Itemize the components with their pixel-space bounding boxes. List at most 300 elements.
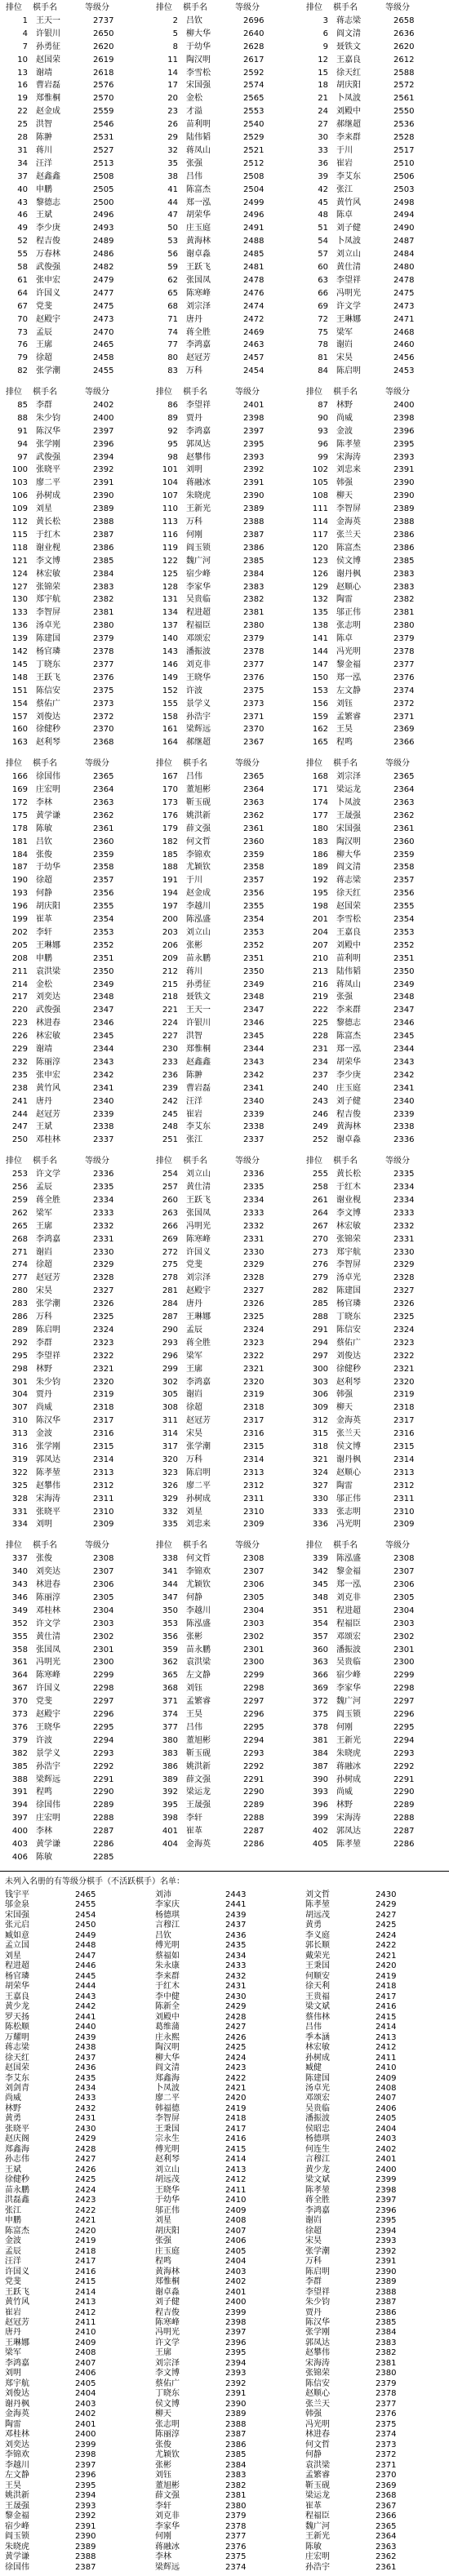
player-name-cell: 刘俊达	[5, 2389, 29, 2399]
rank-cell: 370	[11, 1697, 28, 1707]
unranked-entry	[300, 2084, 449, 2094]
table-row	[300, 1618, 449, 1631]
player-name-cell: 陈泓盛	[336, 1554, 361, 1564]
player-name-cell: 徐健秒	[5, 2175, 29, 2185]
unranked-entry	[300, 2257, 449, 2267]
table-row	[300, 1631, 449, 1644]
rating-cell: 2475	[393, 288, 415, 298]
table-row	[150, 784, 299, 797]
unranked-entry	[300, 1982, 449, 1992]
rating-cell: 2384	[225, 2460, 247, 2470]
player-name-cell: 庄宏明	[36, 785, 60, 795]
table-row	[300, 874, 449, 887]
rank-cell: 217	[11, 993, 28, 1002]
rating-cell: 2378	[225, 2521, 247, 2531]
ranking-column-group	[150, 2, 299, 378]
rating-cell: 2405	[75, 2378, 96, 2388]
player-name-cell: 张江	[186, 1135, 202, 1145]
rank-cell: 166	[11, 772, 28, 782]
player-name-cell: 王晓华	[186, 673, 211, 682]
rating-cell: 2372	[393, 699, 415, 708]
rank-header: 排位	[156, 1157, 172, 1166]
rank-cell: 140	[162, 634, 178, 644]
table-row	[300, 529, 449, 542]
player-name-cell: 武俊强	[36, 452, 60, 462]
player-name-cell: 汤卓光	[305, 2083, 330, 2093]
table-row	[300, 568, 449, 581]
rank-cell: 78	[318, 340, 328, 350]
player-name-cell: 陈丽淳	[36, 1592, 60, 1602]
player-name-cell: 傅光明	[155, 1941, 180, 1951]
rating-cell: 2431	[75, 2114, 96, 2124]
player-name-cell: 冯明光	[336, 288, 361, 298]
player-name-cell: 张学潮	[36, 1299, 60, 1309]
rating-cell: 2394	[225, 2358, 247, 2368]
rating-cell: 2375	[93, 686, 114, 695]
rating-cell: 2293	[393, 1748, 415, 1758]
player-name-cell: 李越川	[186, 1606, 211, 1615]
player-name-cell: 徐超	[305, 2226, 322, 2236]
table-row	[0, 1181, 149, 1194]
player-name-cell: 尤颖钦	[186, 863, 211, 873]
player-name-cell: 王嘉良	[336, 55, 361, 64]
player-name-cell: 李群	[36, 1338, 52, 1348]
rating-cell: 2291	[93, 1774, 114, 1784]
rating-cell: 2482	[93, 263, 114, 272]
unranked-entry	[0, 1961, 149, 1971]
rating-cell: 2294	[93, 1735, 114, 1745]
unranked-entry	[300, 2532, 449, 2542]
player-name-cell: 张锦荣	[336, 1234, 361, 1244]
player-name-cell: 尚威	[5, 2094, 21, 2103]
unranked-entry	[0, 1941, 149, 1951]
unranked-entry	[150, 2430, 299, 2440]
rating-cell: 2353	[393, 927, 415, 937]
player-name-cell: 王琳娜	[36, 940, 60, 950]
unranked-entry	[150, 1992, 299, 2002]
player-name-cell: 李锦欢	[5, 2450, 29, 2460]
table-row	[150, 1761, 299, 1774]
player-name-cell: 何顺安	[305, 1971, 330, 1981]
rank-cell: 183	[312, 837, 328, 846]
rating-cell: 2396	[225, 2338, 247, 2347]
unranked-entry	[300, 2328, 449, 2338]
player-name-cell: 侯昭忠	[305, 2124, 330, 2134]
rank-cell: 227	[162, 1032, 178, 1042]
player-name-cell: 李望祥	[305, 2287, 330, 2297]
table-row	[150, 67, 299, 80]
rating-cell: 2366	[393, 738, 415, 748]
unranked-entry	[150, 2400, 299, 2409]
rating-cell: 2417	[376, 1992, 397, 2001]
rank-cell: 404	[162, 1840, 178, 1850]
rating-cell: 2382	[243, 595, 265, 605]
unranked-entry	[0, 2196, 149, 2205]
unranked-entry	[0, 2013, 149, 2023]
name-header: 棋手名	[183, 1541, 207, 1551]
rating-cell: 2316	[393, 1429, 415, 1439]
rating-cell: 2401	[225, 2287, 247, 2297]
rating-cell: 2286	[393, 1840, 415, 1850]
rating-cell: 2325	[243, 1312, 265, 1322]
rank-cell: 94	[17, 439, 28, 449]
player-name-cell: 黄勇	[5, 2114, 21, 2124]
unranked-entry	[0, 2420, 149, 2430]
unranked-entry	[150, 2288, 299, 2298]
unranked-entry	[0, 2074, 149, 2084]
player-name-cell: 才溢	[186, 107, 202, 117]
rating-cell: 2347	[243, 1006, 265, 1015]
player-name-cell: 郭长顺	[305, 1941, 330, 1951]
table-row	[0, 1194, 149, 1207]
rank-cell: 199	[11, 915, 28, 925]
rank-cell: 254	[162, 1170, 178, 1179]
table-row	[300, 1108, 449, 1121]
unranked-entry	[150, 2277, 299, 2287]
rank-header: 排位	[306, 1157, 322, 1166]
rank-cell: 113	[162, 517, 178, 527]
rating-cell: 2383	[393, 582, 415, 592]
unranked-entry	[300, 2134, 449, 2144]
player-name-cell: 朱少钧	[36, 1377, 60, 1387]
unranked-list	[0, 1890, 449, 2573]
rank-cell: 385	[11, 1761, 28, 1771]
table-row	[300, 235, 449, 248]
rank-cell: 218	[162, 993, 178, 1002]
rating-cell: 2405	[225, 2246, 247, 2256]
player-name-cell: 庄玉庭	[186, 224, 211, 233]
rating-cell: 2302	[393, 1632, 415, 1641]
table-row	[0, 861, 149, 874]
player-name-cell: 陈启明	[186, 1468, 211, 1477]
rating-cell: 2444	[75, 1982, 96, 1992]
unranked-entry	[150, 2196, 299, 2205]
name-header: 棋手名	[183, 388, 207, 398]
rank-cell: 324	[312, 1468, 328, 1477]
unranked-entry	[300, 2543, 449, 2552]
player-name-cell: 邓颂宏	[336, 1632, 361, 1641]
player-name-cell: 邬正伟	[155, 2205, 180, 2215]
rating-cell: 2474	[243, 301, 265, 311]
table-row	[150, 1082, 299, 1095]
rank-cell: 371	[162, 1697, 178, 1707]
unranked-entry	[150, 1890, 299, 1900]
player-name-cell: 靳玉砚	[186, 797, 211, 807]
rank-cell: 88	[17, 413, 28, 423]
table-row	[300, 326, 449, 340]
rank-cell: 119	[162, 543, 178, 553]
table-row	[300, 1043, 449, 1056]
unranked-entry	[150, 2134, 299, 2144]
rank-cell: 266	[162, 1221, 178, 1231]
player-name-cell: 孙树成	[186, 1494, 211, 1503]
player-name-cell: 刘钰	[155, 2471, 171, 2481]
rating-cell: 2408	[75, 2348, 96, 2358]
table-row	[300, 593, 449, 606]
rating-cell: 2411	[75, 2318, 96, 2327]
rank-cell: 41	[167, 184, 178, 194]
player-name-cell: 宿少峰	[336, 1671, 361, 1681]
rank-cell: 406	[11, 1852, 28, 1862]
rating-cell: 2428	[75, 2144, 96, 2154]
rank-cell: 192	[312, 876, 328, 886]
player-name-cell: 徐超	[186, 1403, 202, 1413]
unranked-entry	[0, 2430, 149, 2440]
player-name-cell: 李智屏	[336, 504, 361, 514]
unranked-entry	[300, 1900, 449, 1910]
rating-cell: 2379	[376, 2378, 397, 2388]
rating-cell: 2527	[93, 145, 114, 155]
table-row	[300, 79, 449, 92]
player-name-cell: 赵鑫鑫	[36, 171, 60, 181]
player-name-cell: 尚威	[336, 413, 353, 423]
unranked-entry	[300, 2094, 449, 2103]
table-row	[300, 1233, 449, 1246]
rank-cell: 47	[167, 211, 178, 220]
table-row	[0, 593, 149, 606]
table-row	[0, 1246, 149, 1259]
column-header	[150, 2, 299, 15]
table-row	[150, 991, 299, 1004]
rating-cell: 2396	[393, 426, 415, 436]
rating-cell: 2290	[243, 1788, 265, 1797]
player-name-cell: 赵国荣	[336, 902, 361, 912]
player-name-cell: 陈翀	[186, 1070, 202, 1080]
player-name-cell: 薛文强	[186, 824, 211, 833]
rank-cell: 323	[162, 1468, 178, 1477]
rating-cell: 2298	[393, 1684, 415, 1694]
rating-cell: 2331	[243, 1234, 265, 1244]
rating-cell: 2365	[243, 772, 265, 782]
rating-cell: 2333	[243, 1208, 265, 1218]
table-row	[0, 1311, 149, 1324]
column-header	[0, 2, 149, 15]
player-name-cell: 林野	[336, 400, 353, 410]
name-header: 棋手名	[33, 1541, 57, 1551]
player-name-cell: 左文静	[336, 686, 361, 695]
player-name-cell: 王琳娜	[336, 314, 361, 324]
table-row	[150, 1695, 299, 1708]
unranked-entry	[0, 1931, 149, 1941]
rating-cell: 2343	[393, 1057, 415, 1067]
rank-cell: 149	[162, 673, 178, 682]
unranked-entry	[150, 1931, 299, 1941]
player-name-cell: 谢靖	[36, 68, 52, 78]
player-name-cell: 崔岩	[5, 2307, 21, 2317]
rank-cell: 308	[162, 1403, 178, 1413]
rating-cell: 2424	[75, 2185, 96, 2195]
rating-cell: 2352	[243, 940, 265, 950]
rank-cell: 35	[167, 158, 178, 168]
rating-cell: 2393	[225, 2369, 247, 2378]
rating-cell: 2390	[243, 491, 265, 501]
rank-cell: 101	[162, 465, 178, 475]
player-name-cell: 邓桂林	[36, 1606, 60, 1615]
player-name-cell: 陶雷	[336, 1481, 353, 1490]
ranking-column-group	[0, 2, 149, 378]
rating-cell: 2322	[393, 1351, 415, 1361]
table-row	[150, 235, 299, 248]
table-row	[0, 1644, 149, 1657]
player-name-cell: 王跃飞	[36, 673, 60, 682]
rating-cell: 2308	[393, 1554, 415, 1564]
rank-cell: 369	[312, 1684, 328, 1694]
player-name-cell: 聂铁文	[336, 42, 361, 51]
rank-header: 排位	[6, 1541, 22, 1551]
rating-cell: 2319	[393, 1390, 415, 1400]
table-row	[0, 633, 149, 646]
ranking-column-group	[0, 386, 149, 749]
rank-cell: 295	[11, 1351, 28, 1361]
table-row	[300, 1030, 449, 1043]
rating-cell: 2299	[243, 1671, 265, 1681]
table-row	[0, 1363, 149, 1376]
player-name-cell: 谢卓淼	[155, 2287, 180, 2297]
table-row	[300, 1004, 449, 1017]
rating-cell: 2324	[393, 1325, 415, 1335]
rating-cell: 2628	[243, 42, 265, 51]
rating-cell: 2422	[75, 2205, 96, 2215]
player-name-cell: 李艾东	[5, 2073, 29, 2083]
rank-cell: 311	[162, 1416, 178, 1426]
name-header: 棋手名	[333, 388, 358, 398]
rating-cell: 2383	[376, 2338, 397, 2347]
unranked-entry	[0, 2288, 149, 2298]
player-name-cell: 刘子健	[155, 2298, 180, 2307]
table-row	[300, 1285, 449, 1298]
rating-cell: 2314	[393, 1455, 415, 1464]
player-name-cell: 陶雷	[5, 2419, 21, 2429]
player-name-cell: 谢靖	[36, 1045, 52, 1055]
unranked-entry	[0, 2338, 149, 2348]
player-name-cell: 李艾东	[336, 171, 361, 181]
player-name-cell: 尚威	[36, 1403, 52, 1413]
name-header: 棋手名	[333, 1157, 358, 1166]
player-name-cell: 郑宇航	[336, 1247, 361, 1257]
rating-cell: 2305	[243, 1592, 265, 1602]
score-header: 等级分	[385, 1541, 410, 1551]
rating-cell: 2386	[393, 543, 415, 553]
table-row	[300, 606, 449, 620]
rank-cell: 37	[17, 171, 28, 181]
player-name-cell: 郑惟桐	[155, 2277, 180, 2287]
table-row	[150, 797, 299, 810]
player-name-cell: 蒋川	[186, 966, 202, 976]
player-name-cell: 袁洪梁	[186, 1658, 211, 1668]
table-row	[0, 235, 149, 248]
player-name-cell: 谢卓淼	[186, 250, 211, 260]
rating-cell: 2416	[225, 2134, 247, 2144]
table-row	[150, 274, 299, 287]
table-row	[0, 1631, 149, 1644]
table-row	[0, 352, 149, 365]
table-row	[150, 464, 299, 477]
rating-cell: 2415	[376, 2012, 397, 2022]
table-row	[300, 1605, 449, 1618]
player-name-cell: 徐超	[36, 876, 52, 886]
player-name-cell: 景学义	[186, 699, 211, 708]
table-row	[300, 926, 449, 939]
rating-cell: 2353	[243, 927, 265, 937]
unranked-entry	[0, 2145, 149, 2155]
table-row	[150, 503, 299, 516]
rank-cell: 124	[11, 569, 28, 579]
rating-cell: 2487	[393, 237, 415, 246]
rank-cell: 247	[11, 1122, 28, 1132]
rating-cell: 2390	[393, 491, 415, 501]
rating-cell: 2475	[93, 301, 114, 311]
table-row	[0, 438, 149, 451]
unranked-entry	[300, 2441, 449, 2450]
rating-cell: 2345	[93, 1032, 114, 1042]
table-row	[0, 1708, 149, 1721]
player-name-cell: 徐国伟	[5, 2562, 29, 2572]
rating-cell: 2347	[393, 1006, 415, 1015]
rating-cell: 2553	[243, 107, 265, 117]
rating-cell: 2288	[243, 1814, 265, 1823]
player-name-cell: 柳大华	[336, 850, 361, 859]
table-row	[0, 477, 149, 490]
rank-cell: 142	[11, 647, 28, 657]
table-row	[150, 1708, 299, 1721]
rank-cell: 373	[11, 1710, 28, 1720]
player-name-cell: 蔡佑广	[155, 2378, 180, 2388]
rating-cell: 2381	[225, 2491, 247, 2501]
table-row	[300, 836, 449, 849]
rank-cell: 24	[318, 107, 328, 117]
rating-cell: 2386	[225, 2440, 247, 2449]
rank-cell: 79	[17, 353, 28, 363]
unranked-entry	[0, 2165, 149, 2175]
rating-cell: 2334	[393, 1183, 415, 1193]
table-row	[150, 771, 299, 784]
player-name-cell: 魏广河	[186, 556, 211, 566]
rank-cell: 137	[162, 621, 178, 631]
table-row	[150, 1363, 299, 1376]
player-name-cell: 王贵福	[305, 1992, 330, 2001]
player-name-cell: 刘俊达	[336, 1351, 361, 1361]
rank-cell: 18	[318, 81, 328, 91]
rank-cell: 302	[162, 1377, 178, 1387]
player-name-cell: 王斌	[36, 1122, 52, 1132]
table-row	[150, 1838, 299, 1851]
table-row	[300, 1388, 449, 1401]
player-name-cell: 刘奕达	[36, 993, 60, 1002]
rank-cell: 223	[11, 1019, 28, 1028]
rank-cell: 1	[22, 16, 28, 25]
table-row	[150, 1774, 299, 1787]
rank-cell: 26	[167, 120, 178, 130]
rating-cell: 2362	[376, 2552, 397, 2562]
rank-cell: 108	[312, 491, 328, 501]
player-name-cell: 陶雷	[336, 595, 353, 605]
rank-cell: 332	[162, 1507, 178, 1517]
rating-cell: 2365	[93, 772, 114, 782]
rank-cell: 188	[162, 863, 178, 873]
ranking-block	[0, 1155, 449, 1531]
rating-cell: 2737	[93, 16, 114, 25]
rank-cell: 405	[312, 1840, 328, 1850]
rank-cell: 356	[162, 1632, 178, 1641]
rating-cell: 2409	[376, 2073, 397, 2083]
player-name-cell: 卜凤波	[336, 797, 361, 807]
unranked-entry	[0, 2409, 149, 2419]
table-row	[0, 1506, 149, 1519]
rank-cell: 215	[162, 979, 178, 989]
rank-cell: 319	[11, 1455, 28, 1464]
unranked-entry	[150, 2308, 299, 2318]
player-name-cell: 洪智	[36, 120, 52, 130]
